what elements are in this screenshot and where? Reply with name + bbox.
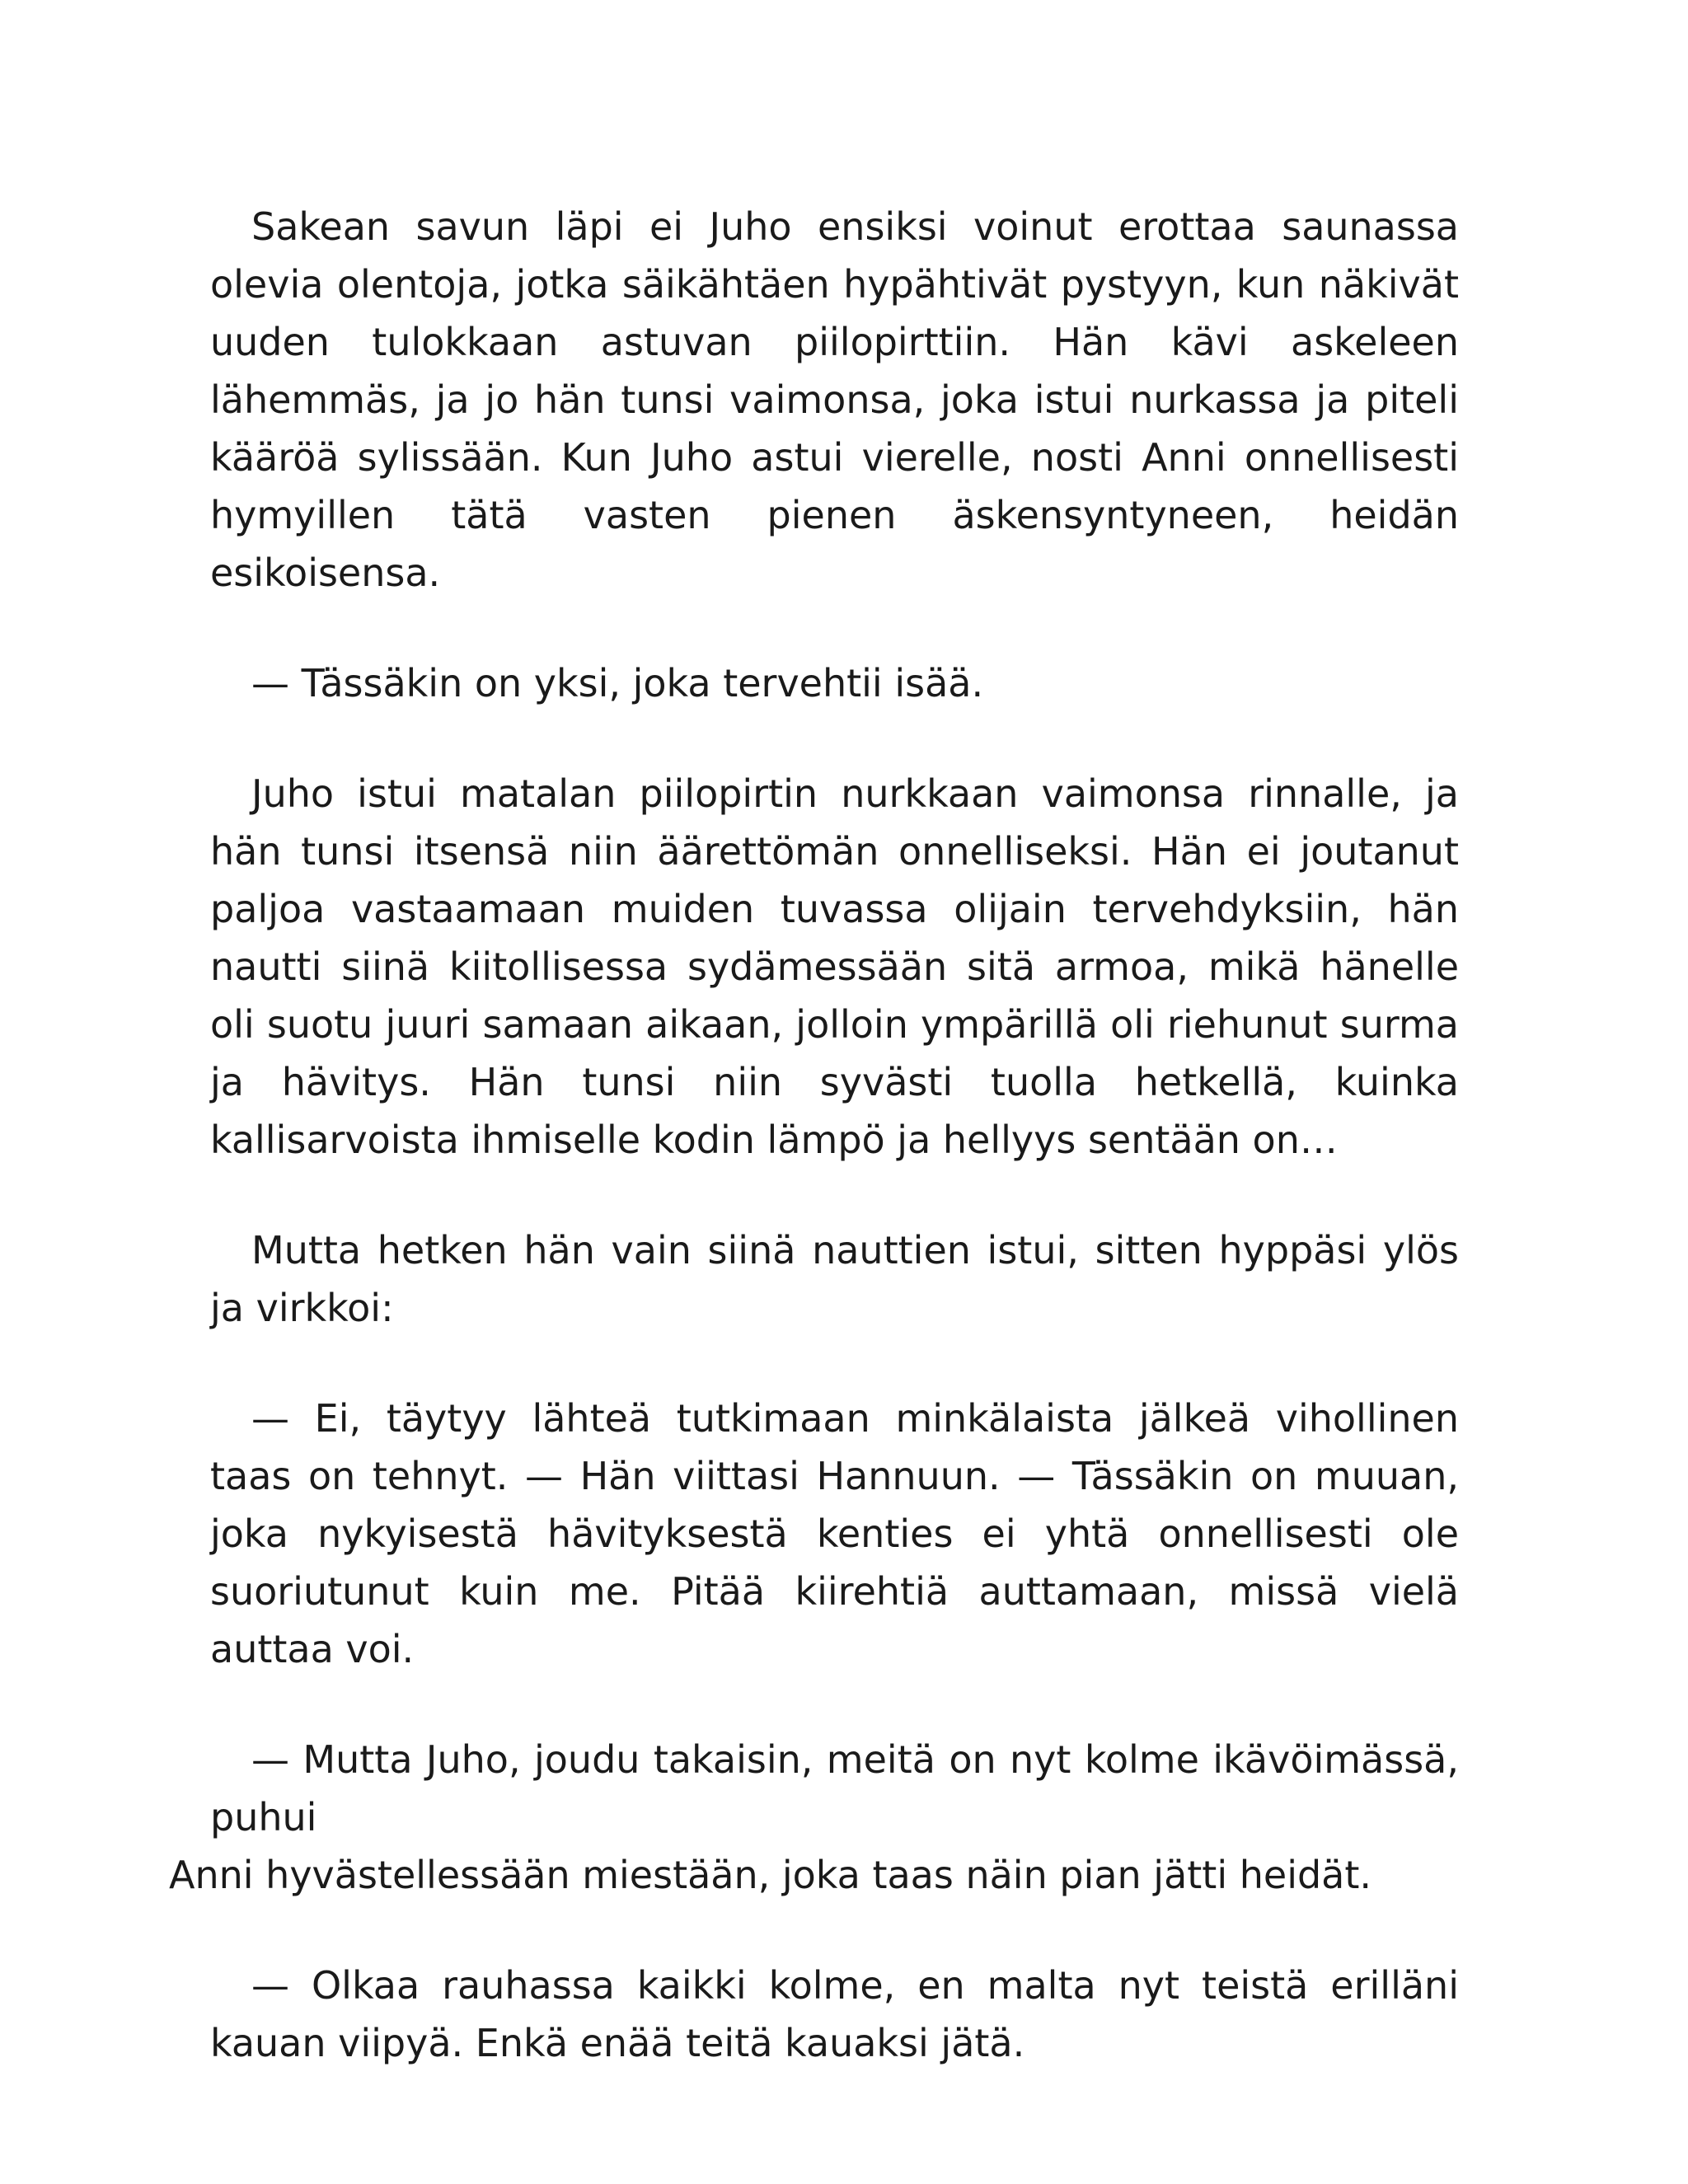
paragraph-1: Sakean savun läpi ei Juho ensiksi voinut erottaa saunassa olevia olentoja, jotka säikähtäen hypähtivät pystyyn, kun näkivät uuden tulokkaan astuvan piilopirttiin. Hän kävi askeleen lähemmäs, ja jo hän tunsi vaimonsa, joka istui nurkassa ja piteli kääröä sylissään. Kun Juho astui vierelle, nosti Anni onnellisesti hymyillen tätä vasten pienen äskensyntyneen, heidän esikoisensa. (210, 204, 1459, 595)
paragraph-5-dialogue: — Ei, täytyy lähteä tutkimaan minkälaista jälkeä vihollinen taas on tehnyt. — Hän viittasi Hannuun. — Tässäkin on muuan, joka nykyisestä hävityksestä kenties ei yhtä onnellisesti ole suoriutunut kuin me. Pitää kiirehtiä auttamaan, missä vielä auttaa voi. (210, 1396, 1459, 1671)
paragraph-6-dialogue (169, 1731, 1459, 1904)
paragraph-4: Mutta hetken hän vain siinä nauttien istui, sitten hyppäsi ylös ja virkkoi: (210, 1228, 1459, 1330)
paragraph-7-dialogue: — Olkaa rauhassa kaikki kolme, en malta nyt teistä erilläni kauan viipyä. Enkä enää teitä kauaksi jätä. (210, 1963, 1459, 2065)
paragraph-2-dialogue: — Tässäkin on yksi, joka tervehtii isää. (251, 661, 984, 705)
paragraph-3: Juho istui matalan piilopirtin nurkkaan vaimonsa rinnalle, ja hän tunsi itsensä niin äärettömän onnelliseksi. Hän ei joutanut paljoa vastaamaan muiden tuvassa olijain tervehdyksiin, hän nautti siinä kiitollisessa sydämessään sitä armoa, mikä hänelle oli suotu juuri samaan aikaan, jolloin ympärillä oli riehunut surma ja hävitys. Hän tunsi niin syvästi tuolla hetkellä, kuinka kallisarvoista ihmiselle kodin lämpö ja hellyys sentään on… (210, 771, 1459, 1162)
body-text (169, 198, 1459, 2125)
paragraph-6-line-b: Anni hyvästellessään miestään, joka taas näin pian jätti heidät. (169, 1853, 1372, 1897)
paragraph-6-line-a: — Mutta Juho, joudu takaisin, meitä on nyt kolme ikävöimässä, puhui (210, 1737, 1459, 1840)
